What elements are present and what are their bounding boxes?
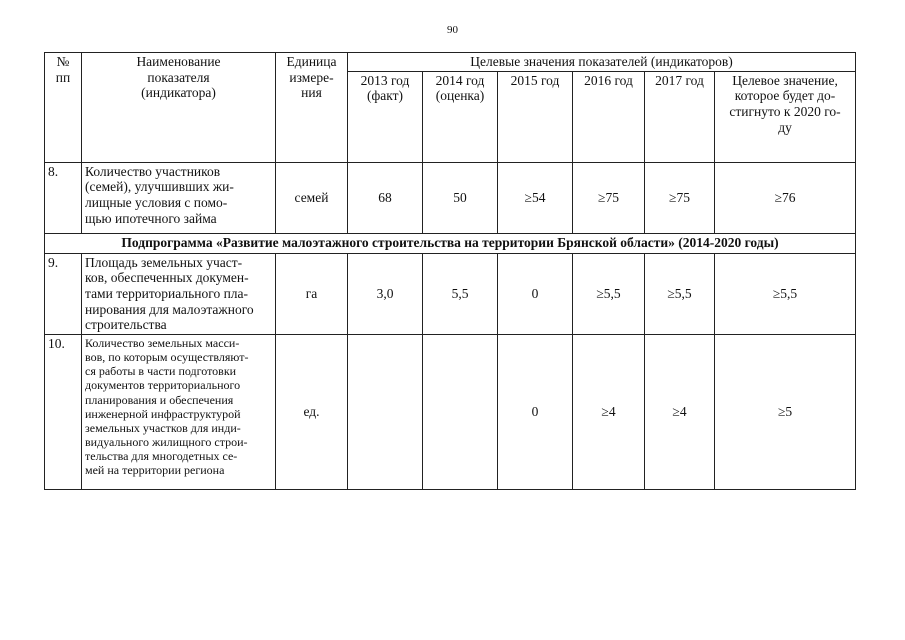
row-value [423, 334, 498, 489]
subprogram-title [45, 233, 856, 253]
header-year-label: 2015 год [510, 72, 560, 88]
subprogram-title-text: Подпрограмма «Развитие малоэтажного строительства на территории Брянской области» (2014-2020 годы) [121, 234, 779, 250]
row-value [348, 253, 423, 334]
row-num-text: 10. [48, 335, 65, 351]
header-num-label: № пп [55, 54, 71, 85]
row-unit-text: ед. [303, 404, 320, 420]
row-name-text: Площадь земельных участ- ков, обеспеченных докумен- тами территориального пла- нирования для малоэтажного строительства [85, 254, 254, 333]
row-value-text: 3,0 [376, 285, 394, 301]
row-value [645, 253, 715, 334]
row-value-text: ≥5,5 [772, 285, 798, 301]
row-value [348, 162, 423, 233]
row-value [715, 162, 856, 233]
row-num-text: 9. [48, 254, 59, 270]
row-value [573, 334, 645, 489]
row-value-text: ≥4 [601, 404, 616, 420]
row-value-text: ≥54 [524, 189, 546, 205]
header-year-label: 2014 год (оценка) [435, 72, 485, 104]
row-value-text: ≥4 [672, 404, 687, 420]
row-value [573, 162, 645, 233]
header-year-label: 2016 год [584, 72, 633, 88]
row-name [82, 162, 276, 233]
header-year-label: Целевое значение, которое будет до- стигнуто к 2020 го- ду [729, 72, 841, 135]
row-unit [276, 162, 348, 233]
row-value-text: 68 [378, 189, 392, 205]
row-value-text: 0 [531, 404, 539, 420]
row-value-text: 5,5 [451, 285, 469, 301]
header-year-label: 2017 год [655, 72, 704, 88]
row-value-text: 50 [453, 189, 467, 205]
row-value-text: ≥5,5 [667, 285, 692, 301]
row-value [715, 334, 856, 489]
row-num [45, 334, 82, 489]
row-num [45, 253, 82, 334]
row-num-text: 8. [48, 163, 59, 179]
row-value [423, 253, 498, 334]
header-year-label: 2013 год (факт) [360, 72, 410, 104]
row-num [45, 162, 82, 233]
row-value [423, 162, 498, 233]
row-name-text: Количество земельных масси- вов, по которым осуществляют- ся работы в части подготовки документов территориального планирования и обеспечения инженерной инфраструктурой земельных участков для инди- видуального жилищного строи- тельства для многодетных се- мей на территории региона [85, 335, 249, 478]
row-name-text: Количество участников (семей), улучшивших жи- лищные условия с помо- щью ипотечного займа [85, 163, 234, 226]
table-row [45, 334, 856, 489]
header-unit-label: Единица измере- ния [286, 54, 337, 101]
indicators-table [44, 52, 856, 490]
page-number: 90 [447, 24, 458, 36]
subprogram-row [45, 233, 856, 253]
header-unit [276, 53, 348, 163]
row-value-text: 0 [531, 285, 539, 301]
row-name [82, 334, 276, 489]
row-value [498, 253, 573, 334]
row-value [348, 334, 423, 489]
header-year-2015 [498, 71, 573, 162]
row-value [498, 334, 573, 489]
row-unit-text: га [305, 285, 318, 301]
row-unit [276, 253, 348, 334]
row-value-text: ≥76 [774, 189, 796, 205]
row-value-text: ≥75 [598, 189, 619, 205]
row-value [715, 253, 856, 334]
table-row [45, 162, 856, 233]
row-value [645, 162, 715, 233]
header-name [82, 53, 276, 163]
row-unit [276, 334, 348, 489]
row-value [573, 253, 645, 334]
header-group [348, 53, 856, 72]
header-group-label: Целевые значения показателей (индикаторов) [470, 54, 733, 69]
header-year-2016 [573, 71, 645, 162]
row-name [82, 253, 276, 334]
header-year-2017 [645, 71, 715, 162]
row-unit-text: семей [294, 189, 329, 205]
row-value-text: ≥5,5 [596, 285, 621, 301]
table-header-row [45, 53, 856, 72]
row-value-text: ≥75 [669, 189, 690, 205]
header-name-label: Наименование показателя (индикатора) [136, 54, 221, 101]
row-value-text: ≥5 [777, 404, 793, 420]
table-row [45, 253, 856, 334]
header-year-2013 [348, 71, 423, 162]
row-value [645, 334, 715, 489]
header-target-2020 [715, 71, 856, 162]
header-num [45, 53, 82, 163]
row-value [498, 162, 573, 233]
header-year-2014 [423, 71, 498, 162]
